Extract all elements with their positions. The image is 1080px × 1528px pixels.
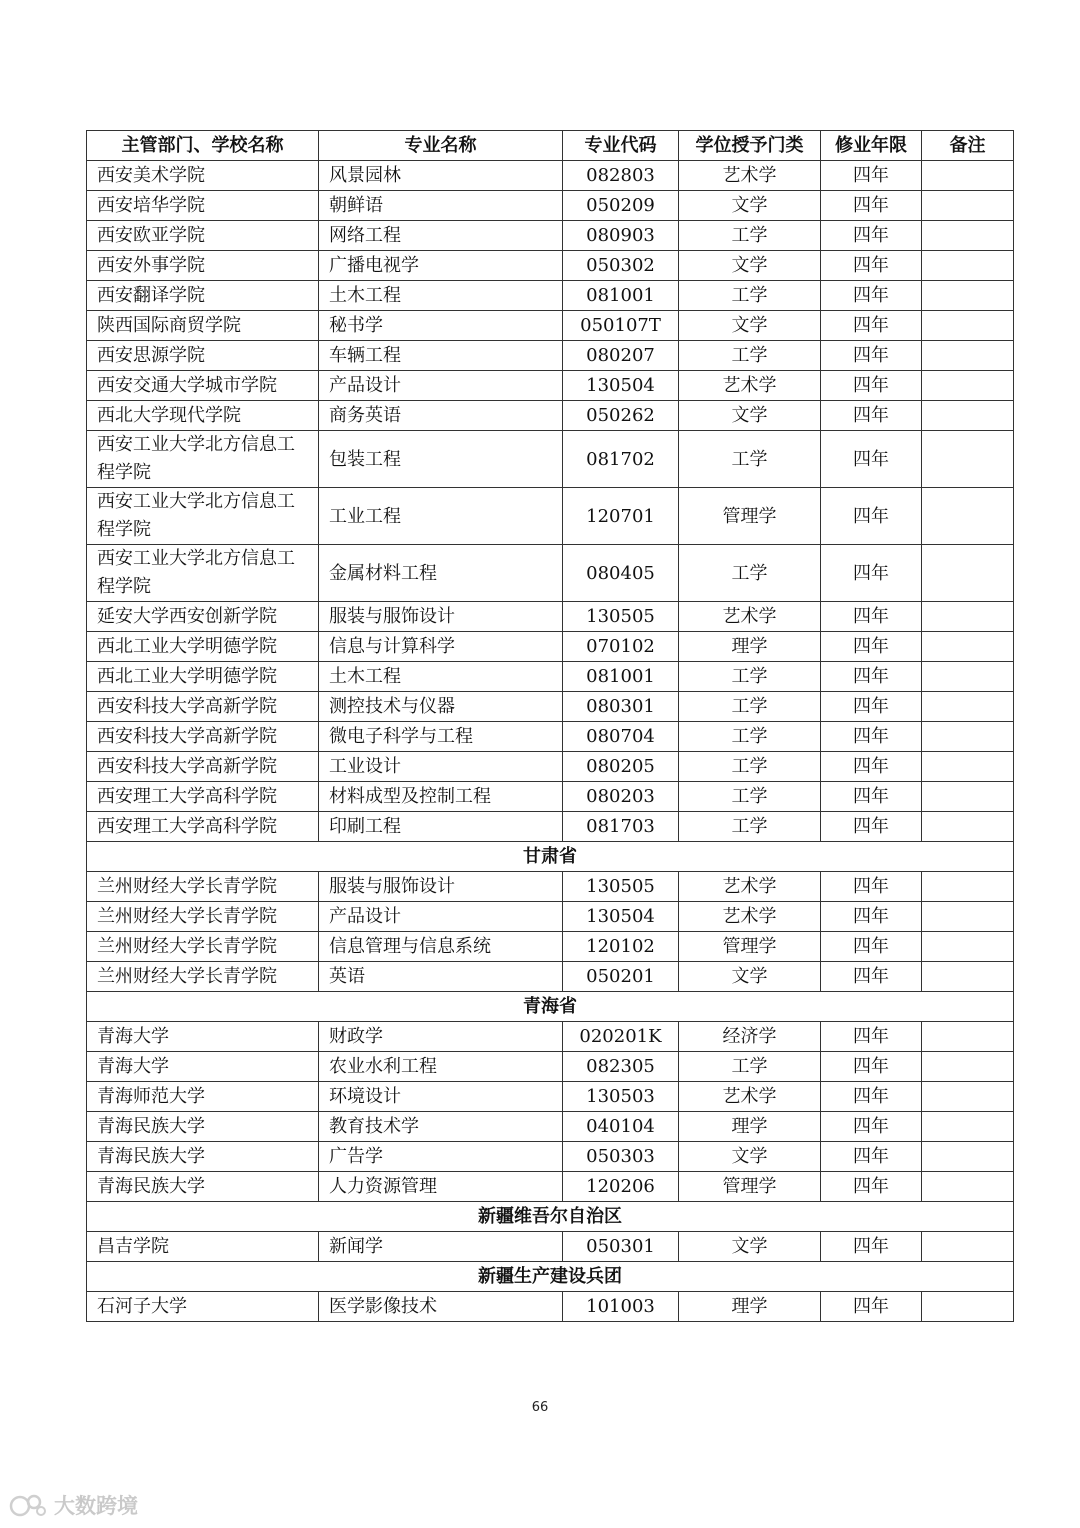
table-row [87,1142,1014,1172]
notes-cell [922,341,1014,371]
degree-category-cell: 理学 [679,1112,821,1142]
degree-category-cell: 工学 [679,431,821,488]
major-code-cell: 080704 [563,722,679,752]
table-row [87,488,1014,545]
header-major: 专业名称 [319,131,563,161]
school-cell: 西安科技大学高新学院 [87,692,319,722]
notes-cell [922,371,1014,401]
table-row [87,341,1014,371]
major-code-cell: 130505 [563,872,679,902]
major-code-cell: 080205 [563,752,679,782]
degree-category-cell: 工学 [679,221,821,251]
duration-cell: 四年 [821,371,922,401]
notes-cell [922,161,1014,191]
notes-cell [922,662,1014,692]
degree-category-cell: 工学 [679,1052,821,1082]
degree-category-cell: 工学 [679,545,821,602]
duration-cell: 四年 [821,401,922,431]
table-body [87,161,1014,1322]
school-cell: 西安外事学院 [87,251,319,281]
school-cell: 延安大学西安创新学院 [87,602,319,632]
major-cell: 英语 [319,962,563,992]
major-cell: 农业水利工程 [319,1052,563,1082]
major-code-cell: 050201 [563,962,679,992]
major-code-cell: 050303 [563,1142,679,1172]
table-row [87,1232,1014,1262]
degree-category-cell: 工学 [679,692,821,722]
major-cell: 广播电视学 [319,251,563,281]
table-row [87,161,1014,191]
notes-cell [922,752,1014,782]
notes-cell [922,902,1014,932]
duration-cell: 四年 [821,962,922,992]
degree-category-cell: 理学 [679,632,821,662]
degree-category-cell: 文学 [679,401,821,431]
province-heading: 新疆维吾尔自治区 [87,1202,1014,1232]
degree-category-cell: 理学 [679,1292,821,1322]
duration-cell: 四年 [821,545,922,602]
school-cell: 青海民族大学 [87,1142,319,1172]
table-header [87,131,1014,161]
school-cell: 青海大学 [87,1052,319,1082]
table-row [87,431,1014,488]
major-cell: 车辆工程 [319,341,563,371]
notes-cell [922,632,1014,662]
degree-category-cell: 艺术学 [679,161,821,191]
major-cell: 服装与服饰设计 [319,872,563,902]
major-code-cell: 080203 [563,782,679,812]
major-cell: 土木工程 [319,281,563,311]
degree-category-cell: 艺术学 [679,872,821,902]
duration-cell: 四年 [821,161,922,191]
duration-cell: 四年 [821,1052,922,1082]
notes-cell [922,872,1014,902]
table-row [87,1172,1014,1202]
degree-category-cell: 工学 [679,722,821,752]
school-cell: 西北大学现代学院 [87,401,319,431]
school-cell: 西北工业大学明德学院 [87,662,319,692]
table-row [87,251,1014,281]
duration-cell: 四年 [821,722,922,752]
table-row [87,662,1014,692]
duration-cell: 四年 [821,488,922,545]
table-row [87,872,1014,902]
school-cell: 西安科技大学高新学院 [87,752,319,782]
major-code-cell: 080207 [563,341,679,371]
notes-cell [922,311,1014,341]
notes-cell [922,545,1014,602]
table-row [87,722,1014,752]
school-cell: 西安翻译学院 [87,281,319,311]
notes-cell [922,1172,1014,1202]
major-code-cell: 050209 [563,191,679,221]
table-row [87,812,1014,842]
notes-cell [922,431,1014,488]
notes-cell [922,251,1014,281]
table-row [87,1112,1014,1142]
degree-category-cell: 文学 [679,1142,821,1172]
duration-cell: 四年 [821,902,922,932]
major-code-cell: 101003 [563,1292,679,1322]
major-code-cell: 040104 [563,1112,679,1142]
table-row [87,752,1014,782]
school-cell: 兰州财经大学长青学院 [87,932,319,962]
table-row [87,1082,1014,1112]
major-cell: 环境设计 [319,1082,563,1112]
province-row [87,842,1014,872]
duration-cell: 四年 [821,932,922,962]
major-code-cell: 120701 [563,488,679,545]
major-cell: 商务英语 [319,401,563,431]
duration-cell: 四年 [821,662,922,692]
major-code-cell: 130505 [563,602,679,632]
table-row [87,221,1014,251]
school-cell: 青海师范大学 [87,1082,319,1112]
major-cell: 财政学 [319,1022,563,1052]
major-cell: 材料成型及控制工程 [319,782,563,812]
notes-cell [922,1142,1014,1172]
major-cell: 信息管理与信息系统 [319,932,563,962]
notes-cell [922,488,1014,545]
major-code-cell: 081703 [563,812,679,842]
major-cell: 测控技术与仪器 [319,692,563,722]
school-cell: 西安欧亚学院 [87,221,319,251]
duration-cell: 四年 [821,872,922,902]
major-cell: 金属材料工程 [319,545,563,602]
notes-cell [922,221,1014,251]
major-code-cell: 120206 [563,1172,679,1202]
notes-cell [922,1292,1014,1322]
major-cell: 风景园林 [319,161,563,191]
major-cell: 朝鲜语 [319,191,563,221]
degree-category-cell: 管理学 [679,932,821,962]
duration-cell: 四年 [821,1232,922,1262]
degree-category-cell: 管理学 [679,488,821,545]
duration-cell: 四年 [821,1172,922,1202]
major-cell: 医学影像技术 [319,1292,563,1322]
duration-cell: 四年 [821,1112,922,1142]
degree-category-cell: 文学 [679,251,821,281]
major-cell: 服装与服饰设计 [319,602,563,632]
major-code-cell: 050262 [563,401,679,431]
degree-category-cell: 工学 [679,662,821,692]
major-code-cell: 130503 [563,1082,679,1112]
major-code-cell: 082803 [563,161,679,191]
school-cell: 西安培华学院 [87,191,319,221]
table-row [87,1292,1014,1322]
school-cell: 西安理工大学高科学院 [87,812,319,842]
duration-cell: 四年 [821,341,922,371]
major-cell: 包装工程 [319,431,563,488]
major-cell: 土木工程 [319,662,563,692]
table-row [87,401,1014,431]
duration-cell: 四年 [821,1022,922,1052]
degree-category-cell: 艺术学 [679,371,821,401]
school-cell: 石河子大学 [87,1292,319,1322]
duration-cell: 四年 [821,311,922,341]
duration-cell: 四年 [821,602,922,632]
school-cell: 兰州财经大学长青学院 [87,902,319,932]
duration-cell: 四年 [821,812,922,842]
header-degree-category: 学位授予门类 [679,131,821,161]
major-cell: 工业工程 [319,488,563,545]
duration-cell: 四年 [821,752,922,782]
degree-category-cell: 工学 [679,782,821,812]
major-cell: 广告学 [319,1142,563,1172]
major-code-cell: 080301 [563,692,679,722]
notes-cell [922,932,1014,962]
notes-cell [922,722,1014,752]
header-row [87,131,1014,161]
major-cell: 信息与计算科学 [319,632,563,662]
notes-cell [922,1112,1014,1142]
degree-category-cell: 经济学 [679,1022,821,1052]
notes-cell [922,692,1014,722]
school-cell: 西安工业大学北方信息工程学院 [87,545,319,602]
duration-cell: 四年 [821,632,922,662]
school-cell: 西安科技大学高新学院 [87,722,319,752]
page-number: 66 [531,1400,549,1415]
major-cell: 新闻学 [319,1232,563,1262]
school-cell: 西北工业大学明德学院 [87,632,319,662]
major-code-cell: 020201K [563,1022,679,1052]
header-school: 主管部门、学校名称 [87,131,319,161]
major-code-cell: 081702 [563,431,679,488]
major-code-cell: 050107T [563,311,679,341]
table-row [87,1022,1014,1052]
degree-category-cell: 文学 [679,962,821,992]
province-row [87,1262,1014,1292]
school-cell: 青海民族大学 [87,1112,319,1142]
degree-category-cell: 艺术学 [679,902,821,932]
notes-cell [922,1082,1014,1112]
duration-cell: 四年 [821,281,922,311]
major-code-cell: 080903 [563,221,679,251]
school-cell: 西安工业大学北方信息工程学院 [87,488,319,545]
watermark-logo-icon [8,1492,48,1518]
major-cell: 秘书学 [319,311,563,341]
school-cell: 青海民族大学 [87,1172,319,1202]
duration-cell: 四年 [821,431,922,488]
notes-cell [922,782,1014,812]
major-code-cell: 120102 [563,932,679,962]
table-row [87,962,1014,992]
duration-cell: 四年 [821,782,922,812]
major-cell: 工业设计 [319,752,563,782]
degree-category-cell: 工学 [679,281,821,311]
degree-category-cell: 艺术学 [679,602,821,632]
province-heading: 甘肃省 [87,842,1014,872]
table-row [87,545,1014,602]
school-cell: 西安美术学院 [87,161,319,191]
degree-category-cell: 文学 [679,191,821,221]
table-row [87,371,1014,401]
school-cell: 西安交通大学城市学院 [87,371,319,401]
province-heading: 青海省 [87,992,1014,1022]
school-cell: 兰州财经大学长青学院 [87,962,319,992]
major-cell: 产品设计 [319,371,563,401]
degree-category-cell: 艺术学 [679,1082,821,1112]
table-row [87,281,1014,311]
degree-category-cell: 工学 [679,752,821,782]
school-cell: 西安思源学院 [87,341,319,371]
table-row [87,782,1014,812]
header-duration: 修业年限 [821,131,922,161]
major-code-cell: 130504 [563,902,679,932]
notes-cell [922,191,1014,221]
school-cell: 陕西国际商贸学院 [87,311,319,341]
majors-table [86,130,1014,1322]
major-code-cell: 080405 [563,545,679,602]
major-code-cell: 082305 [563,1052,679,1082]
table-row [87,902,1014,932]
province-row [87,992,1014,1022]
major-code-cell: 130504 [563,371,679,401]
province-heading: 新疆生产建设兵团 [87,1262,1014,1292]
duration-cell: 四年 [821,692,922,722]
school-cell: 青海大学 [87,1022,319,1052]
major-cell: 印刷工程 [319,812,563,842]
notes-cell [922,812,1014,842]
degree-category-cell: 工学 [679,812,821,842]
major-cell: 网络工程 [319,221,563,251]
major-cell: 产品设计 [319,902,563,932]
watermark [8,1490,138,1520]
duration-cell: 四年 [821,1292,922,1322]
table-row [87,932,1014,962]
province-row [87,1202,1014,1232]
table-row [87,1052,1014,1082]
major-cell: 人力资源管理 [319,1172,563,1202]
school-cell: 西安理工大学高科学院 [87,782,319,812]
header-notes: 备注 [922,131,1014,161]
table-row [87,191,1014,221]
degree-category-cell: 工学 [679,341,821,371]
notes-cell [922,962,1014,992]
duration-cell: 四年 [821,221,922,251]
duration-cell: 四年 [821,191,922,221]
header-code: 专业代码 [563,131,679,161]
table-row [87,632,1014,662]
degree-category-cell: 管理学 [679,1172,821,1202]
duration-cell: 四年 [821,1082,922,1112]
notes-cell [922,1052,1014,1082]
notes-cell [922,1022,1014,1052]
notes-cell [922,1232,1014,1262]
notes-cell [922,602,1014,632]
table-row [87,692,1014,722]
major-cell: 教育技术学 [319,1112,563,1142]
degree-category-cell: 文学 [679,1232,821,1262]
notes-cell [922,401,1014,431]
duration-cell: 四年 [821,251,922,281]
table-row [87,311,1014,341]
school-cell: 兰州财经大学长青学院 [87,872,319,902]
major-code-cell: 081001 [563,281,679,311]
watermark-text: 大数跨境 [54,1494,138,1518]
school-cell: 昌吉学院 [87,1232,319,1262]
major-code-cell: 050302 [563,251,679,281]
major-code-cell: 081001 [563,662,679,692]
major-code-cell: 050301 [563,1232,679,1262]
school-cell: 西安工业大学北方信息工程学院 [87,431,319,488]
duration-cell: 四年 [821,1142,922,1172]
major-cell: 微电子科学与工程 [319,722,563,752]
major-code-cell: 070102 [563,632,679,662]
table-row [87,602,1014,632]
degree-category-cell: 文学 [679,311,821,341]
notes-cell [922,281,1014,311]
